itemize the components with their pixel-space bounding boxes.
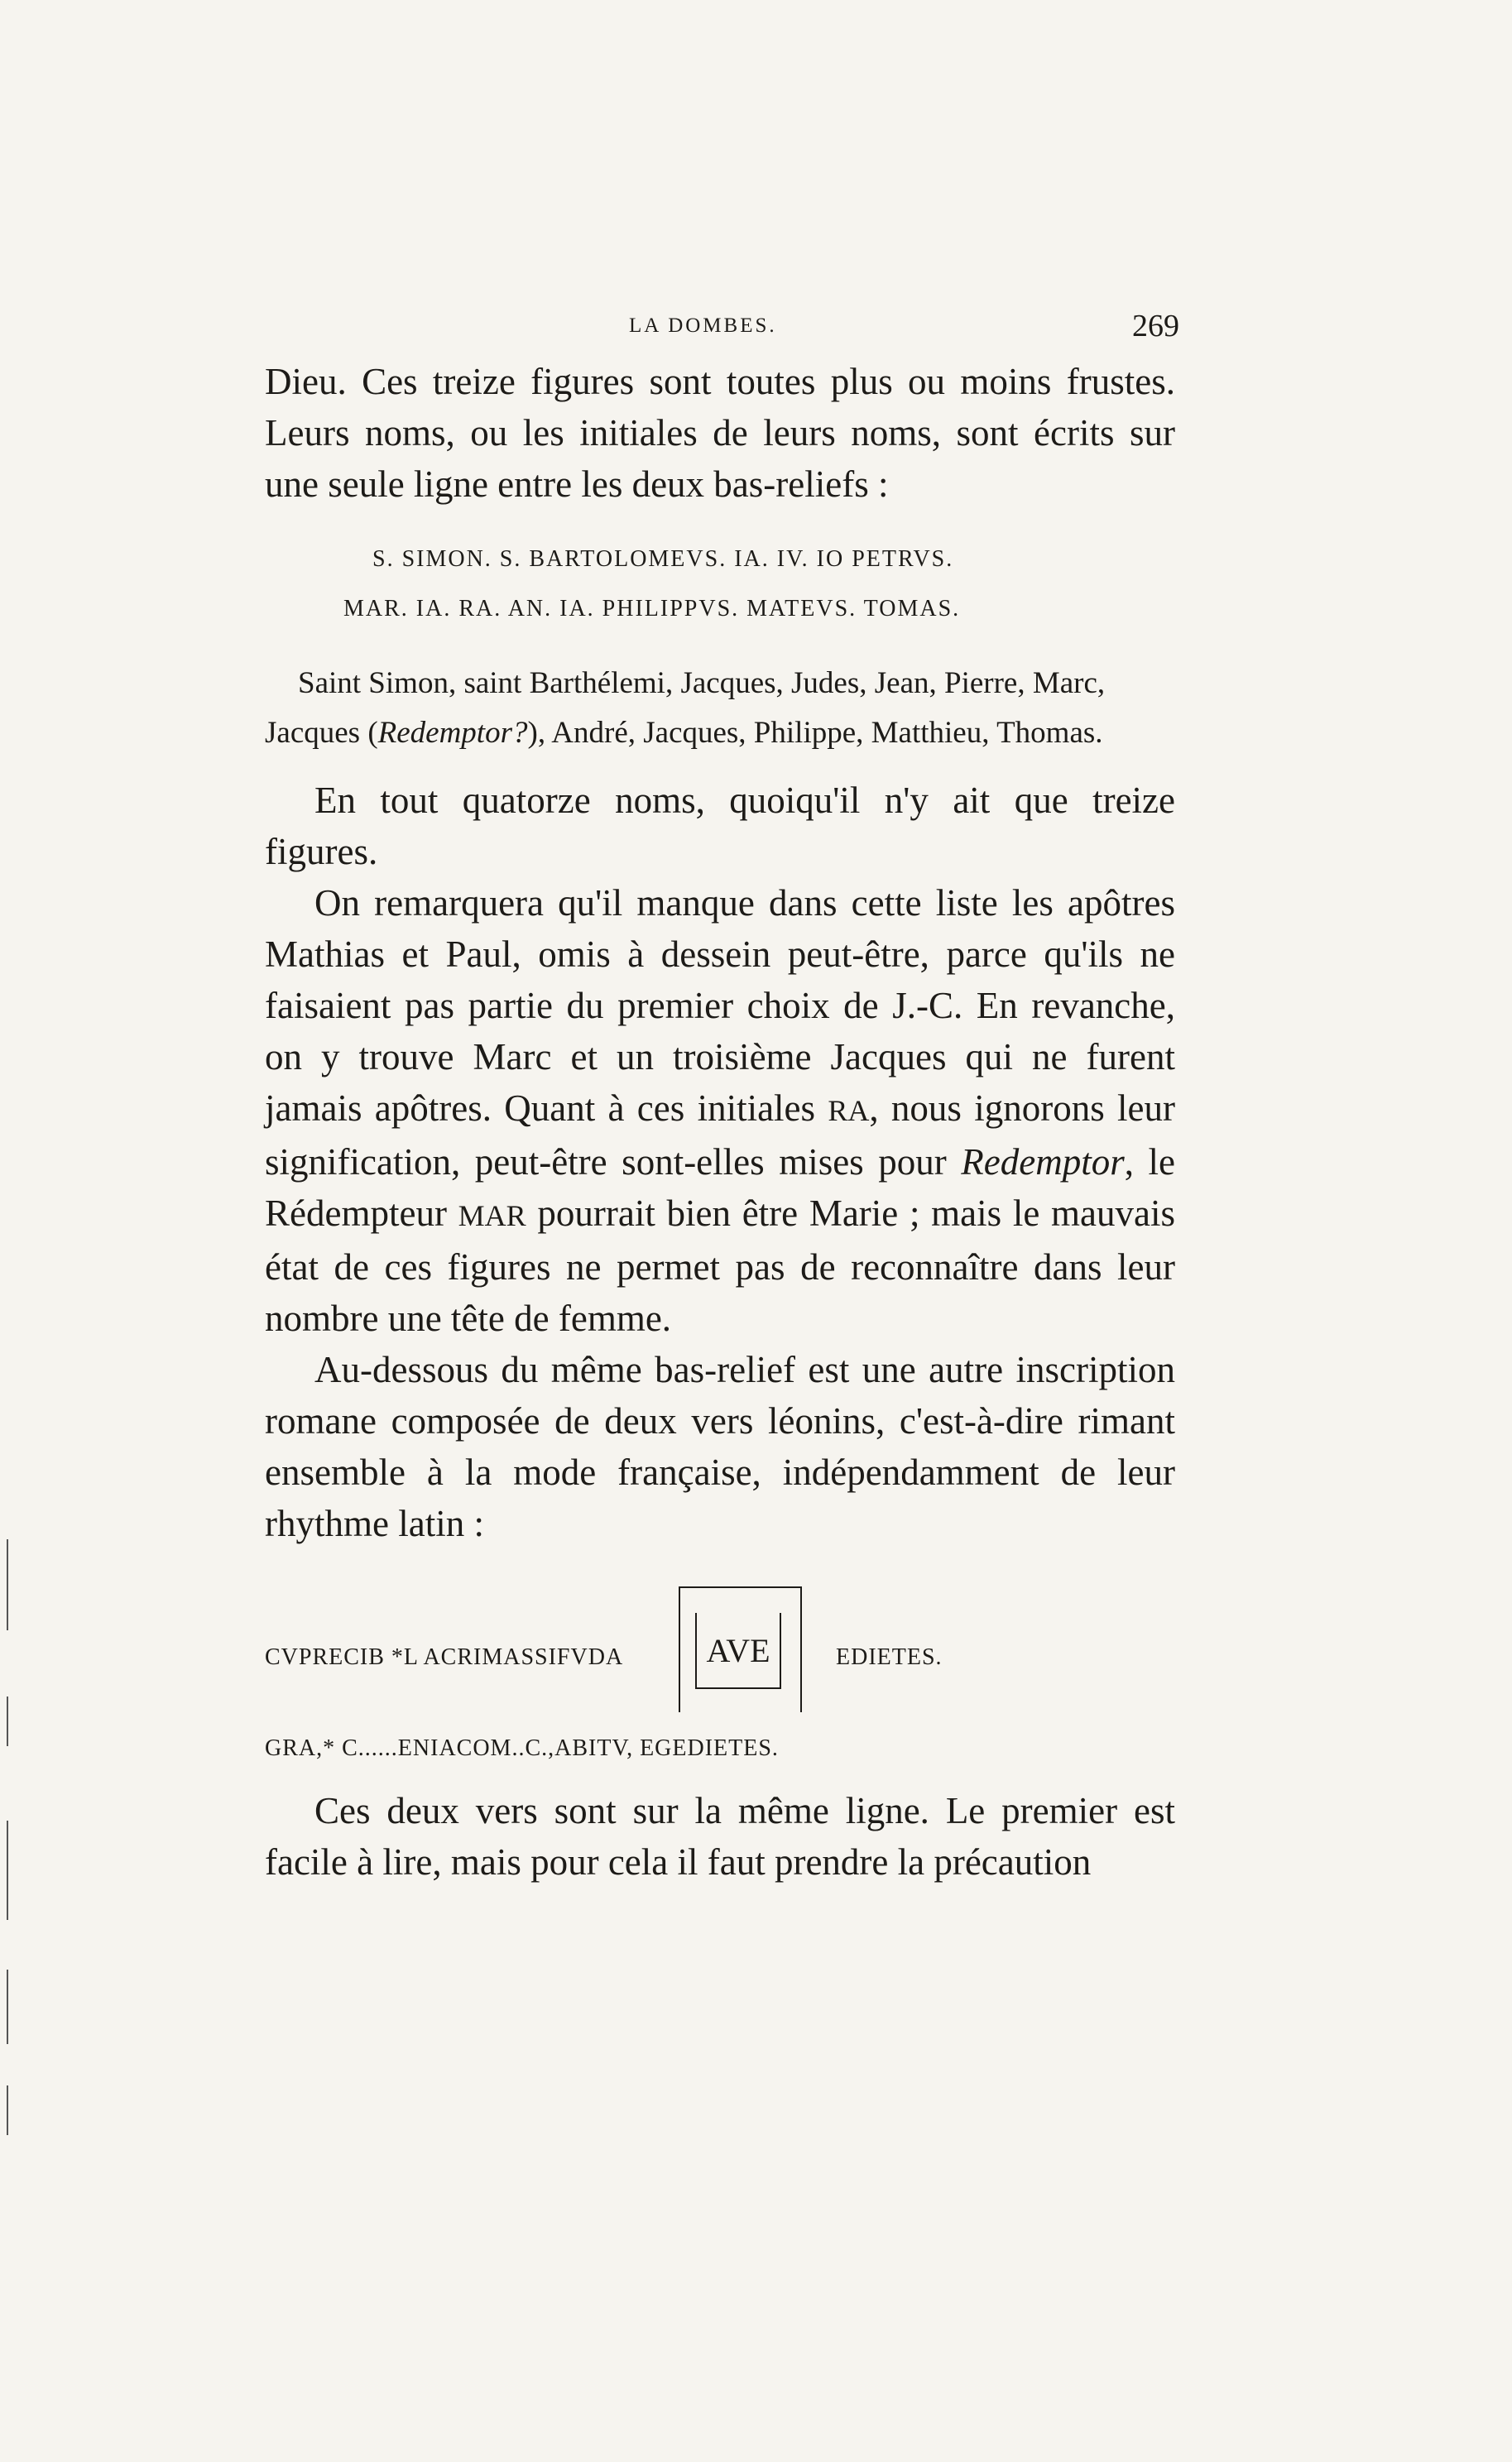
- p3-italic: Redemptor: [961, 1141, 1125, 1183]
- paragraph-3: [265, 877, 1175, 1344]
- inscription-right: EDIETES.: [836, 1644, 943, 1670]
- translation-text-a: Saint Simon, saint Barthélemi, Jacques, Judes, Jean, Pierre, Marc, Jacques (: [265, 666, 1106, 750]
- paragraph-5: Ces deux vers sont sur la même ligne. Le premier est facile à lire, mais pour cela il faut prendre la précaution: [265, 1790, 1175, 1883]
- inscription-left: CVPRECIB *L ACRIMASSIFVDA: [265, 1644, 624, 1670]
- paragraph-4: Au-dessous du même bas-relief est une autre inscription romane composée de deux vers léonins, c'est-à-dire rimant ensemble à la mode française, indépendamment de leur rhythme latin :: [265, 1349, 1175, 1544]
- running-title: LA DOMBES.: [629, 314, 777, 337]
- paragraph-1: Dieu. Ces treize figures sont toutes plus ou moins frustes. Leurs noms, ou les initiales de leurs noms, sont écrits sur une seule ligne entre les deux bas-reliefs :: [265, 361, 1175, 505]
- inscription-center: AVE: [706, 1631, 770, 1669]
- inscription-line-2: GRA,* C......ENIACOM..C.,ABITV, EGEDIETES.: [265, 1735, 779, 1761]
- scan-margin-mark: [7, 1821, 8, 1920]
- p3-text-c: , le Rédempteur: [265, 1141, 1176, 1234]
- p3-text-a: On remarquera qu'il manque dans cette liste les apôtres Mathias et Paul, omis à dessein peut-être, parce qu'ils ne faisaient pas partie du premier choix de J.-C. En revanche, on y trouve Marc et un troisième Jacques qui ne furent jamais apôtres. Quant à ces initiales: [265, 882, 1175, 1129]
- paragraph-2: En tout quatorze noms, quoiqu'il n'y ait que treize figures.: [265, 780, 1175, 872]
- translation-text-b: ), André, Jacques, Philippe, Matthieu, Thomas.: [527, 716, 1103, 750]
- scan-margin-mark: [7, 1697, 8, 1746]
- ave-frame: [679, 1586, 802, 1712]
- leonine-inscription: [265, 1570, 1175, 1769]
- ave-inner-frame: [695, 1613, 781, 1689]
- scan-margin-mark: [7, 2085, 8, 2135]
- p3-text-b: , nous ignorons leur signification, peut-être sont-elles mises pour: [265, 1087, 1175, 1183]
- scan-margin-mark: [7, 1970, 8, 2044]
- inscription-names-line-1: S. SIMON. S. BARTOLOMEVS. IA. IV. IO PETRVS.: [372, 546, 954, 572]
- p3-ra: RA: [828, 1094, 870, 1127]
- inscription-names-line-2: MAR. IA. RA. AN. IA. PHILIPPVS. MATEVS. TOMAS.: [343, 596, 961, 621]
- scan-margin-mark: [7, 1539, 8, 1630]
- translation-italic: Redemptor?: [377, 716, 528, 750]
- book-page: [265, 309, 1179, 1888]
- running-head: [265, 309, 1179, 356]
- p3-text-d: pourrait bien être Marie ; mais le mauvais état de ces figures ne permet pas de reconnaître dans leur nombre une tête de femme.: [265, 1193, 1175, 1339]
- p3-mar: MAR: [458, 1199, 526, 1232]
- translation-paragraph: [265, 659, 1175, 758]
- page-number: 269: [1132, 309, 1179, 343]
